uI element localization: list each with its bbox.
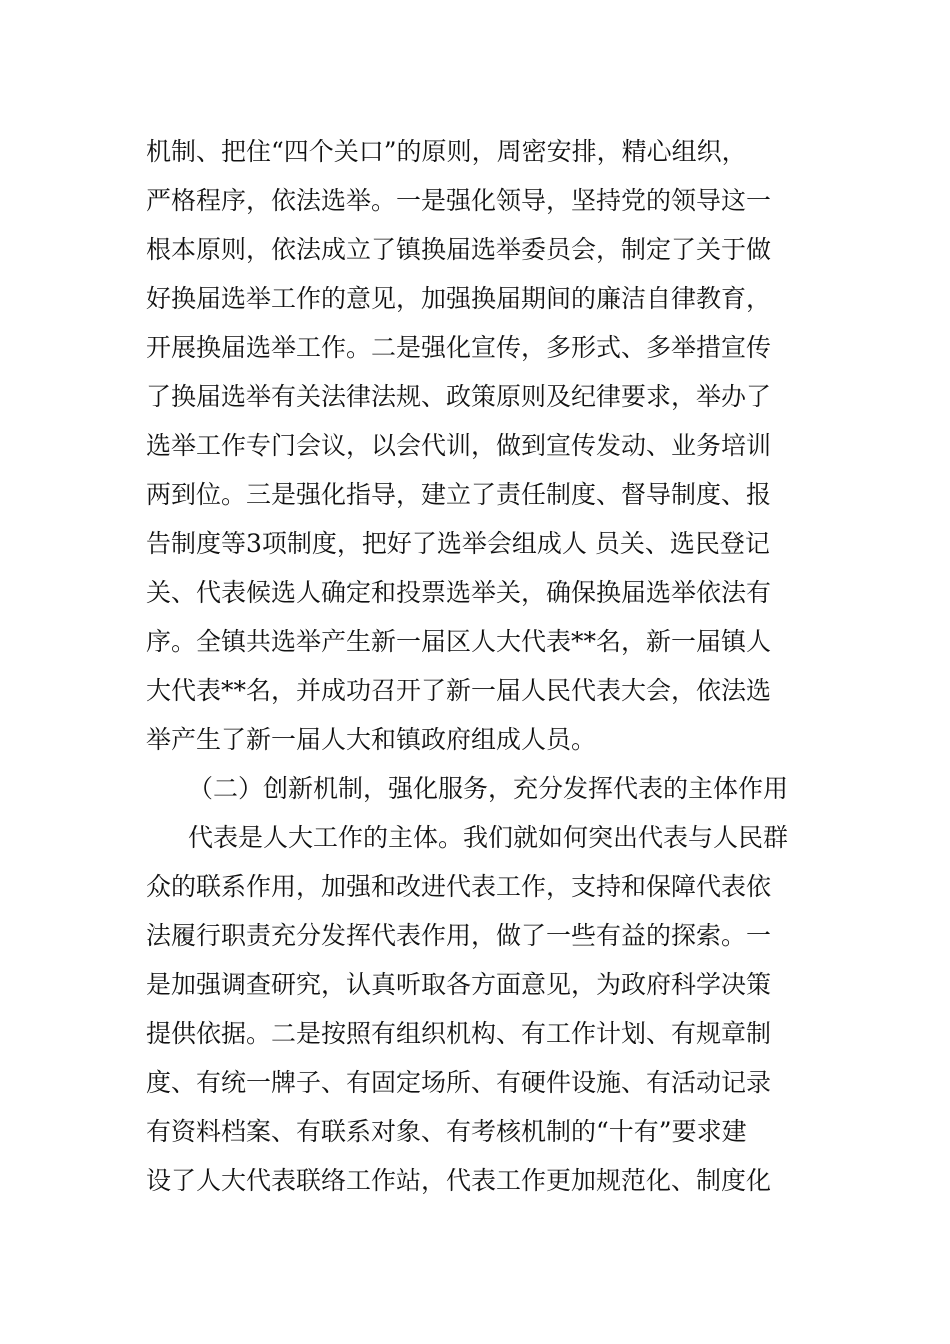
- text-line: 举产生了新一届人大和镇政府组成人员。: [146, 725, 597, 754]
- text-line: 大代表**名，并成功召开了新一届人民代表大会，依法选: [146, 676, 772, 705]
- text-line: 两到位。三是强化指导，建立了责任制度、督导制度、报: [146, 480, 772, 509]
- text-line: 了换届选举有关法律法规、政策原则及纪律要求，举办了: [146, 382, 772, 411]
- text-line: 好换届选举工作的意见，加强换届期间的廉洁自律教育，: [146, 284, 772, 313]
- text-line: 设了人大代表联络工作站，代表工作更加规范化、制度化: [146, 1166, 772, 1195]
- text-line: 序。全镇共选举产生新一届区人大代表**名，新一届镇人: [146, 627, 772, 656]
- paragraph-first-line: 代表是人大工作的主体。我们就如何突出代表与人民群: [188, 823, 789, 852]
- text-line: 根本原则，依法成立了镇换届选举委员会，制定了关于做: [146, 235, 772, 264]
- section-heading: （二）创新机制，强化服务，充分发挥代表的主体作用: [188, 774, 789, 803]
- text-line: 关、代表候选人确定和投票选举关，确保换届选举依法有: [146, 578, 772, 607]
- text-line: 度、有统一牌子、有固定场所、有硬件设施、有活动记录: [146, 1068, 772, 1097]
- text-line: 开展换届选举工作。二是强化宣传，多形式、多举措宣传: [146, 333, 772, 362]
- text-line: 众的联系作用，加强和改进代表工作，支持和保障代表依: [146, 872, 772, 901]
- text-line: 是加强调查研究，认真听取各方面意见，为政府科学决策: [146, 970, 772, 999]
- text-line: 提供依据。二是按照有组织机构、有工作计划、有规章制: [146, 1019, 772, 1048]
- text-line: 告制度等3项制度，把好了选举会组成人 员关、选民登记: [146, 529, 770, 558]
- text-line: 法履行职责充分发挥代表作用，做了一些有益的探索。一: [146, 921, 772, 950]
- text-line: 选举工作专门会议，以会代训，做到宣传发动、业务培训: [146, 431, 772, 460]
- text-line: 严格程序，依法选举。一是强化领导，坚持党的领导这一: [146, 186, 772, 215]
- text-line: 机制、把住“四个关口”的原则，周密安排，精心组织，: [146, 137, 747, 166]
- text-line: 有资料档案、有联系对象、有考核机制的“十有”要求建: [146, 1117, 747, 1146]
